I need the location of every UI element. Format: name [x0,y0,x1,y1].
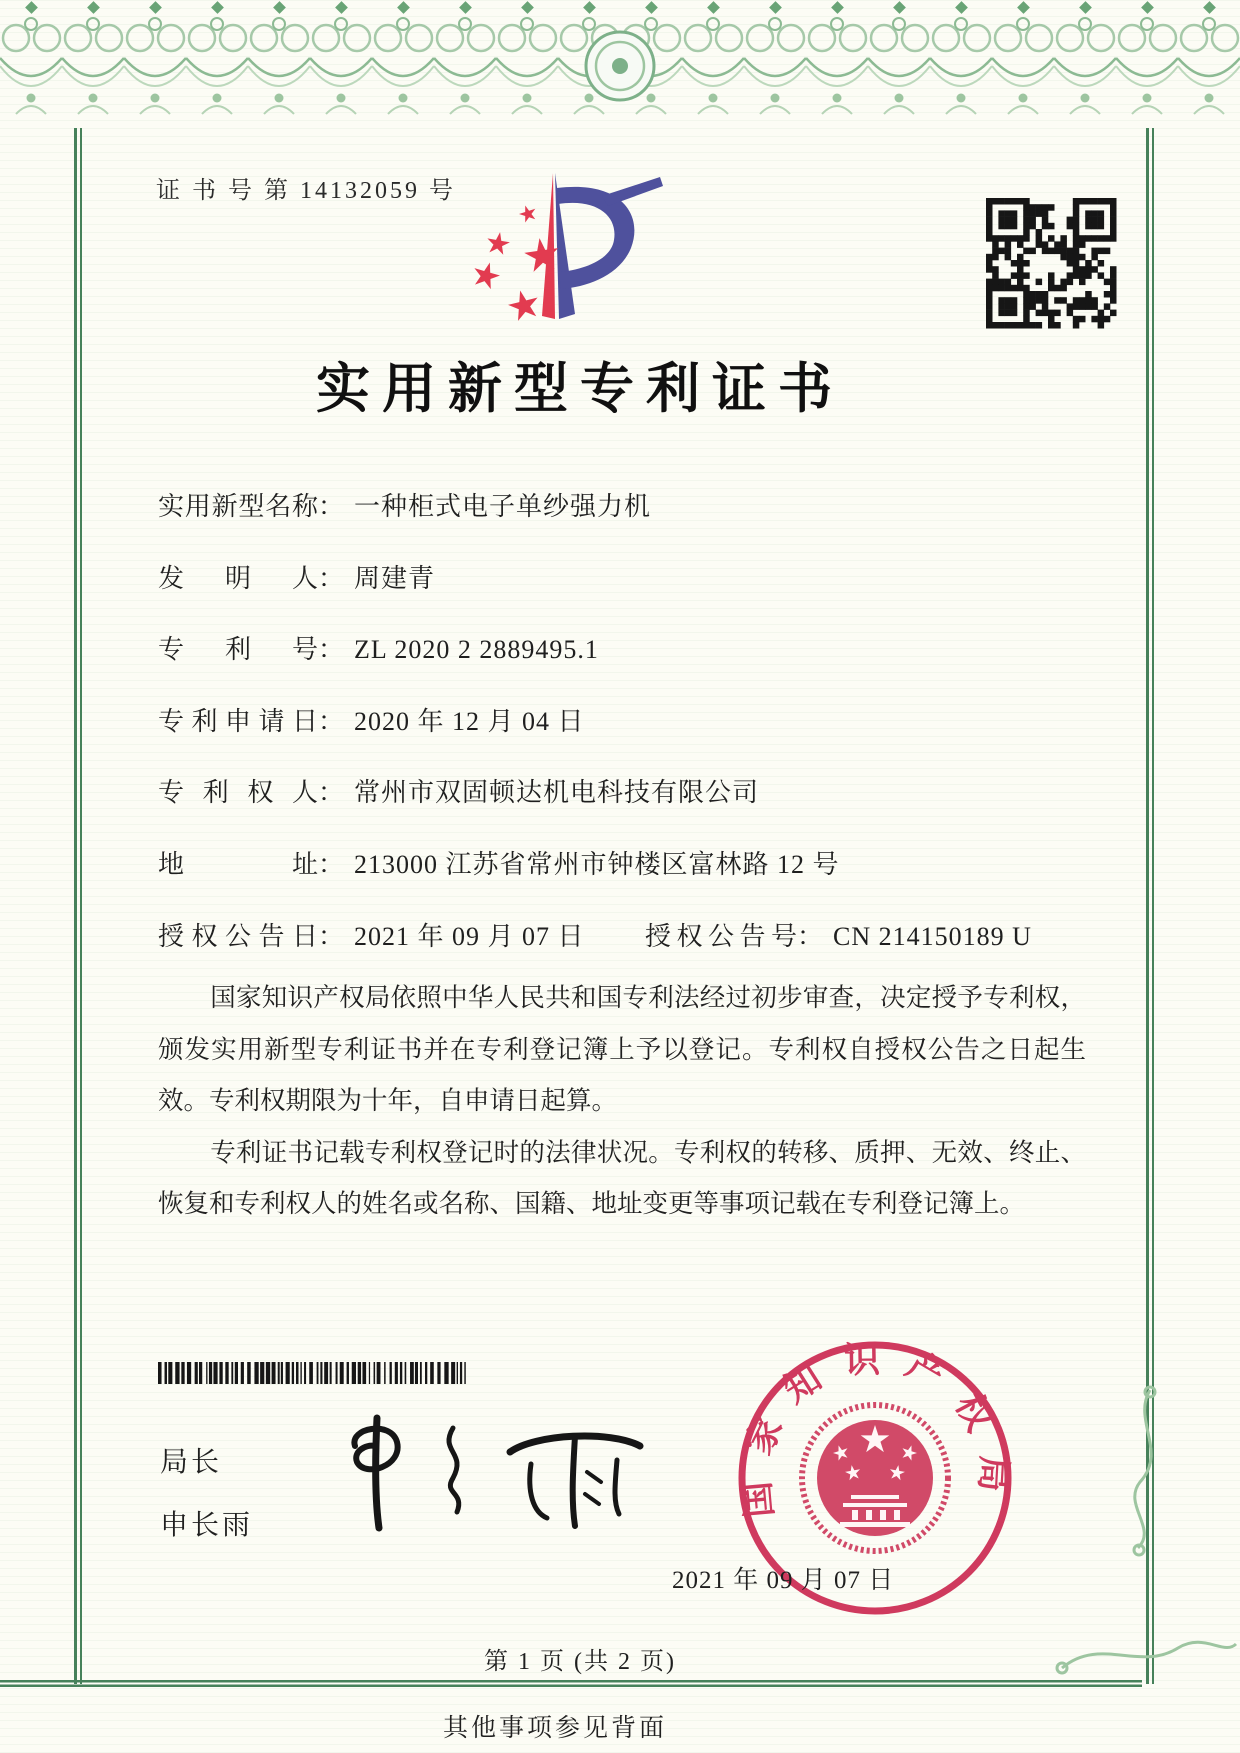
field-label: 专利申请日 [158,707,318,736]
field-value: ZL 2020 2 2889495.1 [354,635,599,664]
director-title: 局长 [160,1447,223,1478]
director-signature [354,1418,640,1528]
field-label: 实用新型名称 [158,492,318,521]
field-row-patentee [158,772,759,809]
barcode [158,1362,466,1384]
field-row-patent-no [158,629,599,666]
field-value: 常州市双固顿达机电科技有限公司 [354,778,760,807]
field-value: 一种柜式电子单纱强力机 [354,492,652,521]
field-value: CN 214150189 U [833,922,1032,951]
field-colon: ： [318,850,345,879]
field-colon: ： [318,707,345,736]
cnipa-logo-icon [470,173,663,322]
field-label: 专利权人 [158,778,318,807]
field-row-grant-date [158,916,585,953]
back-note: 其他事项参见背面 [442,1715,667,1742]
field-colon: ： [797,922,824,951]
seal-date: 2021 年 09 月 07 日 [672,1567,895,1594]
field-colon: ： [318,564,345,593]
field-row-address [158,844,840,881]
field-value: 2020 年 12 月 04 日 [354,707,585,736]
legal-paragraph-2: 专利证书记载专利权登记时的法律状况。专利权的转移、质押、无效、终止、恢复和专利权人的姓名或名称、国籍、地址变更等事项记载在专利登记簿上。 [158,1137,1086,1218]
field-colon: ： [318,778,345,807]
qr-code [986,198,1117,329]
field-row-filing-date [158,701,585,738]
field-row-inventor [158,558,435,595]
field-row-name [158,486,651,523]
field-label: 发明人 [158,564,318,593]
certificate-title: 实用新型专利证书 [316,359,844,419]
field-colon: ： [318,922,345,951]
field-value: 2021 年 09 月 07 日 [354,922,585,951]
field-label: 授权公告日 [158,922,318,951]
field-label: 专利号 [158,635,318,664]
director-name: 申长雨 [160,1510,254,1541]
legal-paragraph-1: 国家知识产权局依照中华人民共和国专利法经过初步审查，决定授予专利权，颁发实用新型专利证书并在专利登记簿上予以登记。专利权自授权公告之日起生效。专利权期限为十年，自申请日起算。 [158,983,1086,1115]
page-number: 第 1 页 (共 2 页) [484,1649,676,1675]
field-label: 授权公告号 [645,922,797,951]
field-colon: ： [318,492,345,521]
right-flourish [1134,1387,1155,1555]
legal-body [158,972,1086,1230]
certificate-number: 证 书 号 第 14132059 号 [156,178,456,204]
field-value: 周建青 [354,564,436,593]
field-label: 地址 [158,850,318,879]
seal-ring-text: 国家知识产权局 [734,1339,1015,1520]
field-colon: ： [318,635,345,664]
field-value: 213000 江苏省常州市钟楼区富林路 12 号 [354,850,840,879]
field-row-grant-no [645,916,1032,953]
